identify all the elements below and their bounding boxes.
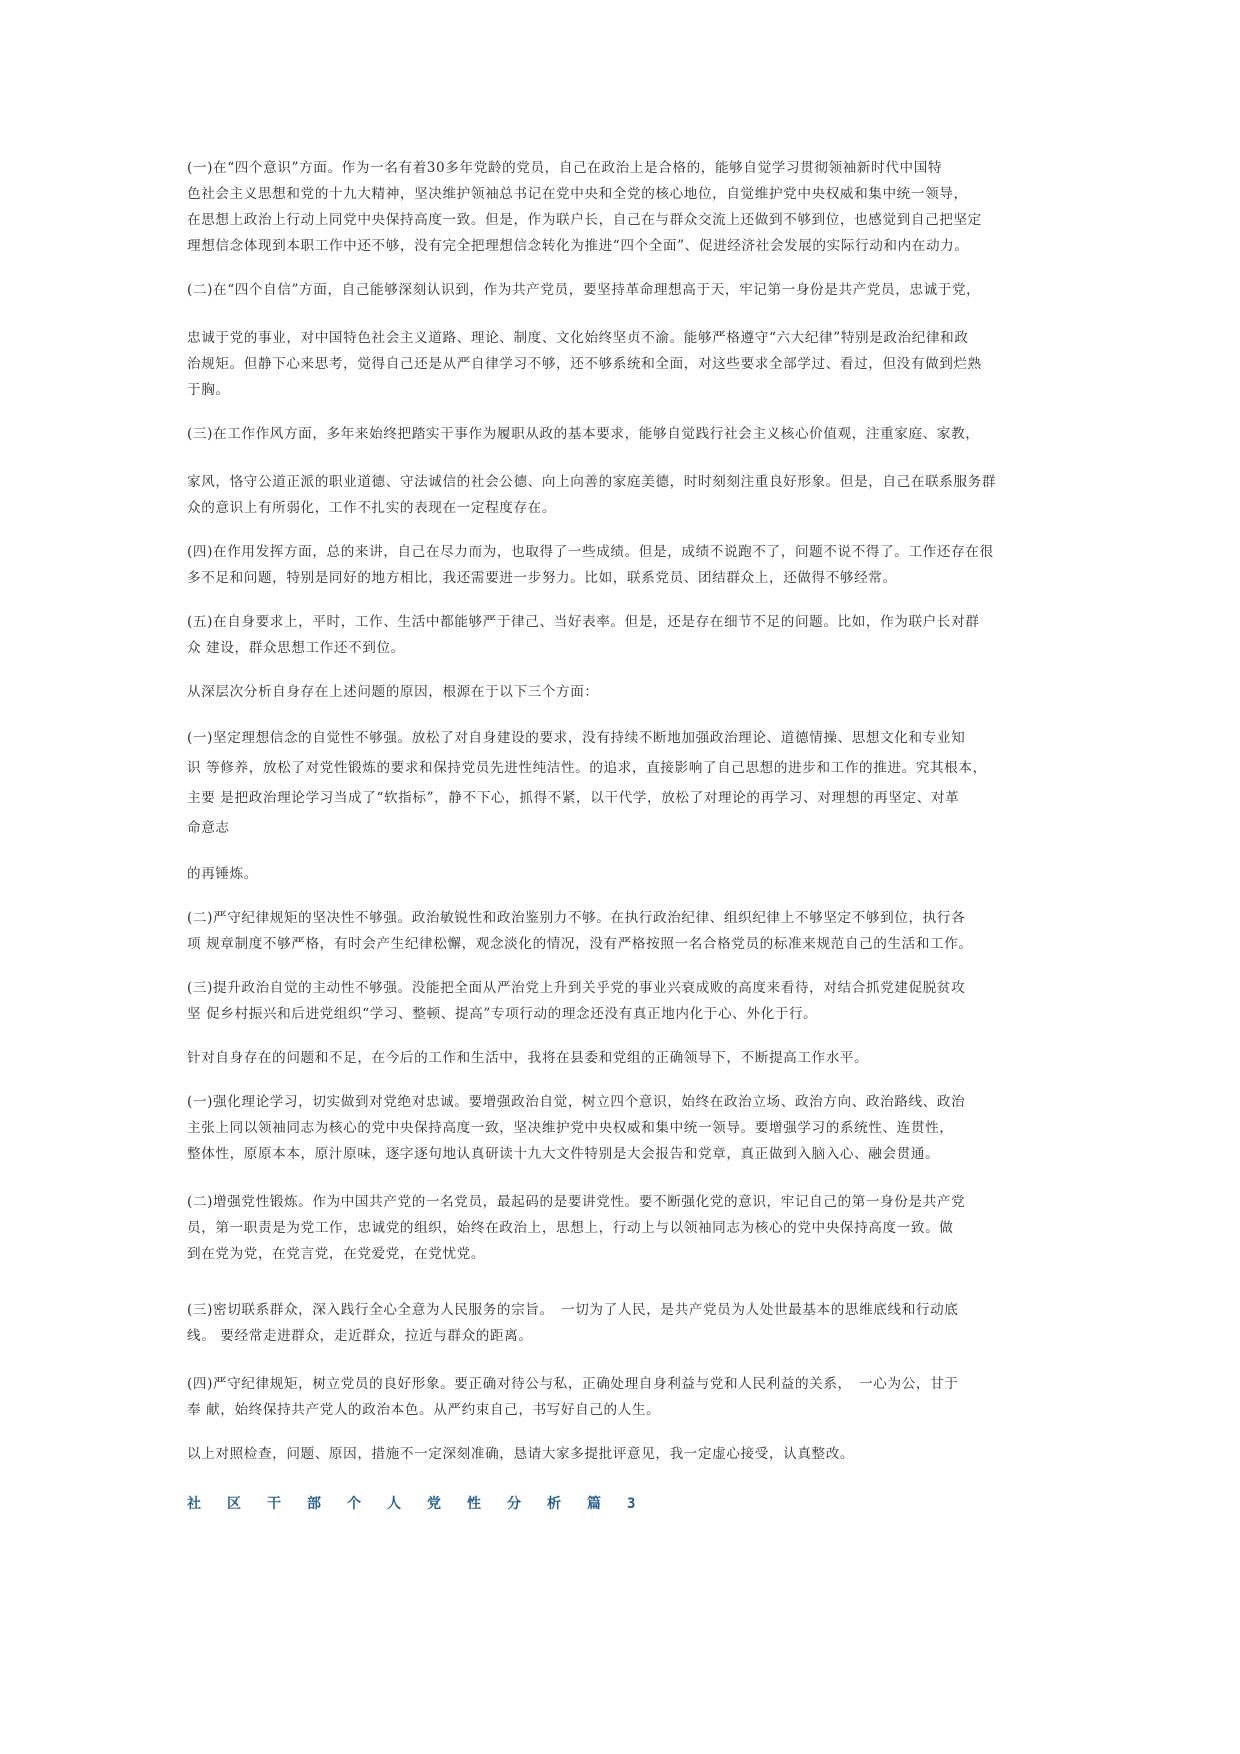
paragraph-cause-initiative: (三)提升政治自觉的主动性不够强。没能把全面从严治党上升到关乎党的事业兴衰成败的高度来看待，对结合抓党建促脱贫攻 坚 促乡村振兴和后进党组织“学习、整顿、提高”专项行动的理念还没有真正地内化于心、外化于行。 [187,980,966,1022]
paragraph-measure-discipline: (四)严守纪律规矩，树立党员的良好形象。要正确对待公与私，正确处理自身利益与党和人民利益的关系， 一心为公，甘于 奉 献，始终保持共产党人的政治本色。从严约束自己，书写好自己的人生。 [187,1376,959,1418]
paragraph-self-requirements: (五)在自身要求上，平时，工作、生活中都能够严于律己、当好表率。但是，还是存在细节不足的问题。比如，作为联户长对群 众 建设，群众思想工作还不到位。 [187,614,980,656]
paragraph-measures-intro: 针对自身存在的问题和不足，在今后的工作和生活中，我将在县委和党组的正确领导下，不断提高工作水平。 [187,1050,869,1066]
document-body [187,155,1055,1485]
paragraph-work-style-cont: 家风，恪守公道正派的职业道德、守法诚信的社会公德、向上向善的家庭美德，时时刻刻注重良好形象。但是，自己在联系服务群 众的意识上有所弱化，工作不扎实的表现在一定程度存在。 [187,474,997,516]
paragraph-cause-discipline: (二)严守纪律规矩的坚决性不够强。政治敏锐性和政治鉴别力不够。在执行政治纪律、组织纪律上不够坚定不够到位，执行各 项 规章制度不够严格，有时会产生纪律松懈，观念淡化的情况，没有严格按照一名合格党员的标准来规范自己的生活和工作。 [187,910,973,952]
paragraph-closing: 以上对照检查，问题、原因，措施不一定深刻准确，恳请大家多提批评意见，我一定虚心接受，认真整改。 [187,1446,855,1462]
paragraph-work-style: (三)在工作作风方面，多年来始终把踏实干事作为履职从政的基本要求，能够自觉践行社会主义核心价值观，注重家庭、家教， [187,426,980,442]
section-heading: 社区干部个人党性分析篇3 [187,1496,662,1512]
paragraph-cause-ideals-cont: 的再锤炼。 [187,866,258,882]
paragraph-root-causes-intro: 从深层次分析自身存在上述问题的原因，根源在于以下三个方面： [187,684,599,700]
paragraph-cause-ideals: (一)坚定理想信念的自觉性不够强。放松了对自身建设的要求，没有持续不断地加强政治理论、道德情操、思想文化和专业知 识 等修养，放松了对党性锻炼的要求和保持党员先进性纯洁性。的追求，直接影响了自己思想的进步和工作的推进。究其根本， 主要 是把政治理论学习当成了“软指标”，静不下心，抓得不紧，以干代学，放松了对理论的再学习、对理想的再坚定、对革 命意志 [187,730,987,836]
paragraph-role-play: (四)在作用发挥方面，总的来讲，自己在尽力而为，也取得了一些成绩。但是，成绩不说跑不了，问题不说不得了。工作还存在很 多不足和问题，特别是同好的地方相比，我还需要进一步努力。比如，联系党员、团结群众上，还做得不够经常。 [187,544,994,586]
paragraph-measure-masses: (三)密切联系群众，深入践行全心全意为人民服务的宗旨。 一切为了人民，是共产党员为人处世最基本的思维底线和行动底 线。 要经常走进群众，走近群众，拉近与群众的距离。 [187,1302,959,1344]
paragraph-four-confidences-cont: 忠诚于党的事业，对中国特色社会主义道路、理论、制度、文化始终坚贞不渝。能够严格遵守“六大纪律”特别是政治纪律和政 治规矩。但静下心来思考，觉得自己还是从严自律学习不够，还不够系统和全面，对这些要求全部学过、看过，但没有做到烂熟 于胸。 [187,330,982,398]
paragraph-four-consciousness: (一)在“四个意识”方面。作为一名有着30多年党龄的党员，自己在政治上是合格的，能够自觉学习贯彻领袖新时代中国特 色社会主义思想和党的十九大精神，坚决维护领袖总书记在党中央和全党的核心地位，自觉维护党中央权威和集中统一领导， 在思想上政治上行动上同党中央保持高度一致。但是，作为联户长，自己在与群众交流上还做到不够到位，也感觉到自己把坚定 理想信念体现到本职工作中还不够，没有完全把理想信念转化为推进“四个全面”、促进经济社会发展的实际行动和内在动力。 [187,160,982,254]
paragraph-measure-theory: (一)强化理论学习，切实做到对党绝对忠诚。要增强政治自觉，树立四个意识，始终在政治立场、政治方向、政治路线、政治 主张上同以领袖同志为核心的党中央保持高度一致，坚决维护党中央权威和集中统一领导。要增强学习的系统性、连贯性， 整体性，原原本本，原汁原味，逐字逐句地认真研读十九大文件特别是大会报告和党章，真正做到入脑入心、融会贯通。 [187,1094,966,1162]
paragraph-four-confidences: (二)在“四个自信”方面，自己能够深刻认识到，作为共产党员，要坚持革命理想高于天，牢记第一身份是共产党员，忠诚于党， [187,282,981,298]
paragraph-measure-party-spirit: (二)增强党性锻炼。作为中国共产党的一名党员，最起码的是要讲党性。要不断强化党的意识，牢记自己的第一身份是共产党 员，第一职责是为党工作，忠诚党的组织，始终在政治上，思想上，行动上与以领袖同志为核心的党中央保持高度一致。做 到在党为党，在党言党，在党爱党，在党忧党。 [187,1194,966,1262]
